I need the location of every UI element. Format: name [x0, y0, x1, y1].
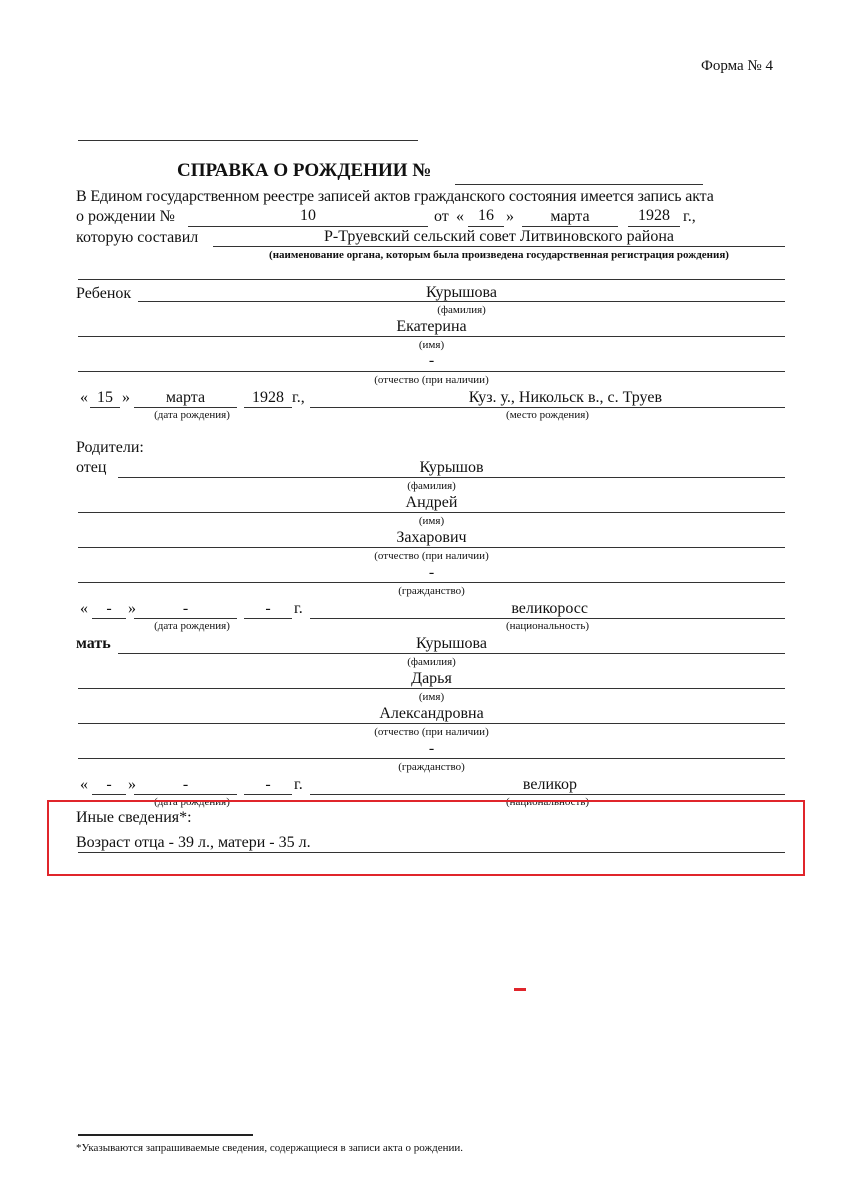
- child-label: Ребенок: [76, 285, 132, 302]
- mother-citizenship: -: [428, 740, 435, 757]
- child-birth-close-quote: »: [122, 389, 130, 406]
- mother-surname-caption: (фамилия): [407, 656, 456, 668]
- child-surname: Курышова: [426, 284, 497, 301]
- record-day: 16: [478, 207, 494, 224]
- authority-line: [213, 246, 785, 247]
- mother-birth-day-line: [92, 794, 126, 795]
- record-open-quote: «: [456, 208, 464, 225]
- mother-name-caption: (имя): [418, 691, 445, 703]
- father-surname-caption: (фамилия): [407, 480, 456, 492]
- record-from-label: от: [434, 208, 449, 225]
- child-birth-date-caption: (дата рождения): [154, 409, 230, 421]
- record-month: марта: [550, 208, 590, 225]
- composed-label: которую составил: [76, 229, 199, 246]
- record-close-quote: »: [506, 208, 514, 225]
- record-prefix: о рождении №: [76, 208, 175, 225]
- child-patronymic-line: [78, 371, 785, 372]
- mother-nationality: великор: [522, 776, 577, 793]
- father-nationality: великоросс: [511, 600, 588, 617]
- footnote: *Указываются запрашиваемые сведения, содержащиеся в записи акта о рождении.: [76, 1142, 463, 1154]
- mother-patronymic-caption: (отчество (при наличии): [374, 726, 489, 738]
- authority-caption: (наименование органа, которым была произведена государственная регистрация рождения): [269, 249, 729, 261]
- child-patronymic: -: [428, 352, 435, 369]
- child-birth-day: 15: [97, 389, 113, 406]
- registration-authority: Р-Труевский сельский совет Литвиновского района: [324, 228, 674, 245]
- child-birth-place-caption: (место рождения): [506, 409, 589, 421]
- certificate-number-line: [455, 184, 703, 185]
- father-name-caption: (имя): [418, 515, 445, 527]
- father-patronymic: Захарович: [396, 529, 467, 546]
- record-year-suffix: г.,: [683, 208, 696, 225]
- father-surname: Курышов: [419, 459, 484, 476]
- father-birth-date-caption: (дата рождения): [154, 620, 230, 632]
- document-title: СПРАВКА О РОЖДЕНИИ №: [177, 160, 432, 181]
- issuer-line: [78, 140, 418, 141]
- father-nationality-line: [310, 618, 785, 619]
- mother-patronymic: Александровна: [379, 705, 484, 722]
- red-mark: [514, 988, 526, 991]
- father-name: Андрей: [405, 494, 458, 511]
- father-citizenship-caption: (гражданство): [398, 585, 465, 597]
- mother-birth-year-line: [244, 794, 292, 795]
- child-surname-caption: (фамилия): [437, 304, 486, 316]
- other-info-label: Иные сведения*:: [76, 809, 192, 826]
- mother-citizenship-line: [78, 758, 785, 759]
- other-info-text: Возраст отца - 39 л., матери - 35 л.: [76, 834, 311, 851]
- record-number-line: [188, 226, 428, 227]
- child-birth-place-line: [310, 407, 785, 408]
- mother-birth-open-quote: «: [80, 776, 88, 793]
- child-patronymic-caption: (отчество (при наличии): [374, 374, 489, 386]
- mother-nationality-line: [310, 794, 785, 795]
- father-birth-year: -: [265, 600, 271, 617]
- child-birth-year: 1928: [252, 389, 284, 406]
- record-month-line: [522, 226, 618, 227]
- mother-name: Дарья: [411, 670, 452, 687]
- father-birth-year-line: [244, 618, 292, 619]
- father-name-line: [78, 512, 785, 513]
- form-number: Форма № 4: [701, 58, 773, 74]
- father-citizenship-line: [78, 582, 785, 583]
- father-birth-open-quote: «: [80, 600, 88, 617]
- mother-birth-month-line: [134, 794, 237, 795]
- mother-birth-date-caption: (дата рождения): [154, 796, 230, 808]
- mother-citizenship-caption: (гражданство): [398, 761, 465, 773]
- father-label: отец: [76, 459, 107, 476]
- child-birth-year-line: [244, 407, 292, 408]
- intro-line: В Едином государственном реестре записей актов гражданского состояния имеется запись акта: [76, 188, 714, 205]
- child-birth-year-suffix: г.,: [292, 389, 305, 406]
- father-birth-day-line: [92, 618, 126, 619]
- child-birth-month: марта: [165, 389, 206, 406]
- father-birth-year-suffix: г.: [294, 600, 303, 617]
- child-birth-open-quote: «: [80, 389, 88, 406]
- child-birth-month-line: [134, 407, 237, 408]
- child-birth-place: Куз. у., Никольск в., с. Труев: [468, 389, 662, 406]
- mother-name-line: [78, 688, 785, 689]
- mother-birth-day: -: [106, 776, 112, 793]
- father-birth-month: -: [182, 600, 189, 617]
- footnote-separator: [78, 1134, 253, 1136]
- parents-label: Родители:: [76, 439, 144, 456]
- father-birth-close-quote: »: [128, 600, 136, 617]
- mother-birth-close-quote: »: [128, 776, 136, 793]
- authority-extra-line: [78, 279, 785, 280]
- mother-nationality-caption: (национальность): [505, 796, 590, 808]
- child-name: Екатерина: [396, 318, 467, 335]
- father-nationality-caption: (национальность): [505, 620, 590, 632]
- mother-patronymic-line: [78, 723, 785, 724]
- child-surname-line: [138, 301, 785, 302]
- other-info-line: [78, 852, 785, 853]
- record-year: 1928: [638, 207, 670, 224]
- child-birth-day-line: [90, 407, 120, 408]
- father-birth-month-line: [134, 618, 237, 619]
- mother-surname: Курышова: [416, 635, 487, 652]
- child-name-caption: (имя): [418, 339, 445, 351]
- mother-surname-line: [118, 653, 785, 654]
- father-surname-line: [118, 477, 785, 478]
- father-birth-day: -: [106, 600, 112, 617]
- child-name-line: [78, 336, 785, 337]
- father-citizenship: -: [428, 564, 435, 581]
- father-patronymic-line: [78, 547, 785, 548]
- record-day-line: [468, 226, 504, 227]
- mother-label: мать: [76, 635, 111, 652]
- father-patronymic-caption: (отчество (при наличии): [374, 550, 489, 562]
- mother-birth-year-suffix: г.: [294, 776, 303, 793]
- record-number: 10: [300, 207, 316, 224]
- mother-birth-year: -: [265, 776, 271, 793]
- record-year-line: [628, 226, 680, 227]
- mother-birth-month: -: [182, 776, 189, 793]
